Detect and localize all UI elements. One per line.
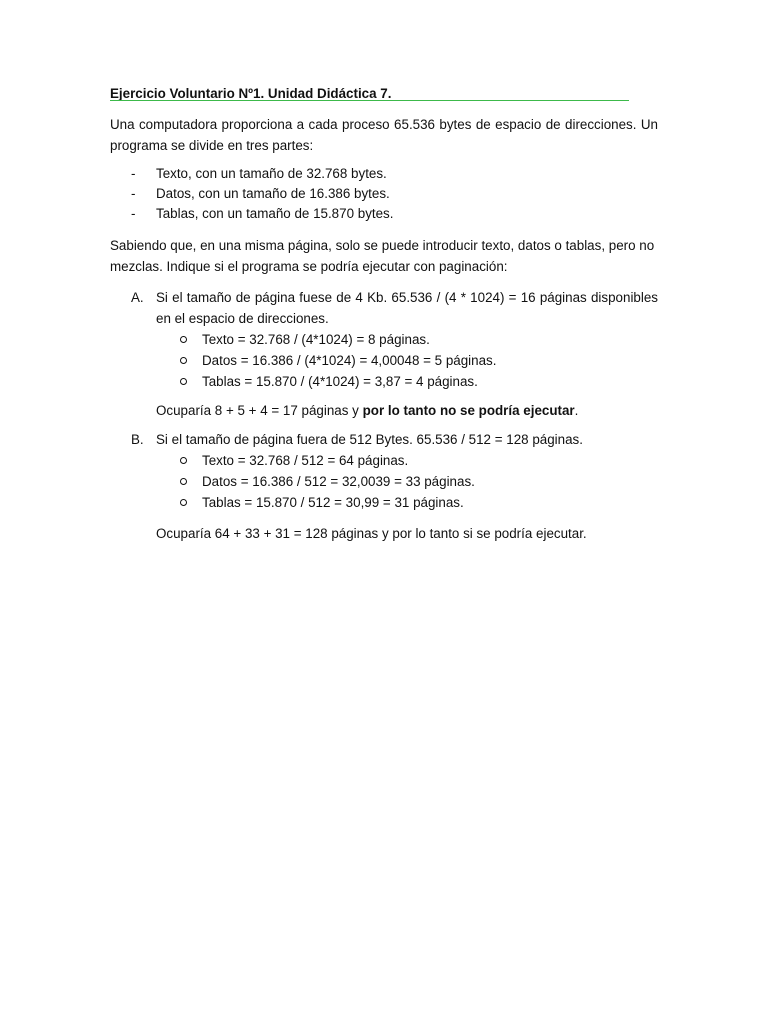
intro-paragraph: Una computadora proporciona a cada proceso 65.536 bytes de espacio de direcciones. Un programa se divide en tres partes: [110,117,658,153]
case-b-calculations [156,450,658,513]
case-b-letter: B. [131,432,144,447]
calculation-text: Texto = 32.768 / (4*1024) = 8 páginas. [202,332,430,347]
case-a-conclusion [156,400,658,421]
circle-bullet-icon [180,457,187,464]
circle-bullet-icon [180,336,187,343]
calculation-text: Datos = 16.386 / (4*1024) = 4,00048 = 5 páginas. [202,353,497,368]
conclusion-emphasis: por lo tanto no se podría ejecutar [362,403,575,418]
part-text: Texto, con un tamaño de 32.768 bytes. [156,166,387,181]
list-item [156,371,658,392]
list-item [110,184,658,204]
title-block [110,86,658,106]
list-item [156,450,658,471]
document-title: Ejercicio Voluntario Nº1. Unidad Didáctica 7. [110,86,392,101]
circle-bullet-icon [180,378,187,385]
part-text: Tablas, con un tamaño de 15.870 bytes. [156,206,394,221]
calculation-text: Tablas = 15.870 / (4*1024) = 3,87 = 4 páginas. [202,374,478,389]
case-a-calculations [156,329,658,392]
list-item [110,204,658,224]
conclusion-prefix: Ocuparía 8 + 5 + 4 = 17 páginas y [156,403,363,418]
case-a-statement: Si el tamaño de página fuese de 4 Kb. 65.536 / (4 * 1024) = 16 páginas disponibles en el espacio de direcciones. [156,290,658,326]
dash-bullet: - [131,206,136,221]
case-b [110,429,658,544]
title-underline [110,100,629,101]
case-a [110,287,658,421]
conclusion-suffix: . [574,403,579,418]
part-text: Datos, con un tamaño de 16.386 bytes. [156,186,390,201]
circle-bullet-icon [180,478,187,485]
calculation-text: Datos = 16.386 / 512 = 32,0039 = 33 páginas. [202,474,475,489]
circle-bullet-icon [180,357,187,364]
list-item [156,350,658,371]
dash-bullet: - [131,166,136,181]
list-item [156,492,658,513]
calculation-text: Tablas = 15.870 / 512 = 30,99 = 31 páginas. [202,495,464,510]
list-item [110,164,658,184]
question-paragraph: Sabiendo que, en una misma página, solo se puede introducir texto, datos o tablas, pero no mezclas. Indique si el programa se podría ejecutar con paginación: [110,238,655,274]
case-b-conclusion: Ocuparía 64 + 33 + 31 = 128 páginas y por lo tanto si se podría ejecutar. [156,526,587,541]
circle-bullet-icon [180,499,187,506]
list-item [156,329,658,350]
document-page [110,86,658,544]
dash-bullet: - [131,186,136,201]
list-item [156,471,658,492]
calculation-text: Texto = 32.768 / 512 = 64 páginas. [202,453,409,468]
case-a-letter: A. [131,290,144,305]
program-parts-list [110,164,658,224]
case-b-statement: Si el tamaño de página fuera de 512 Bytes. 65.536 / 512 = 128 páginas. [156,432,583,447]
